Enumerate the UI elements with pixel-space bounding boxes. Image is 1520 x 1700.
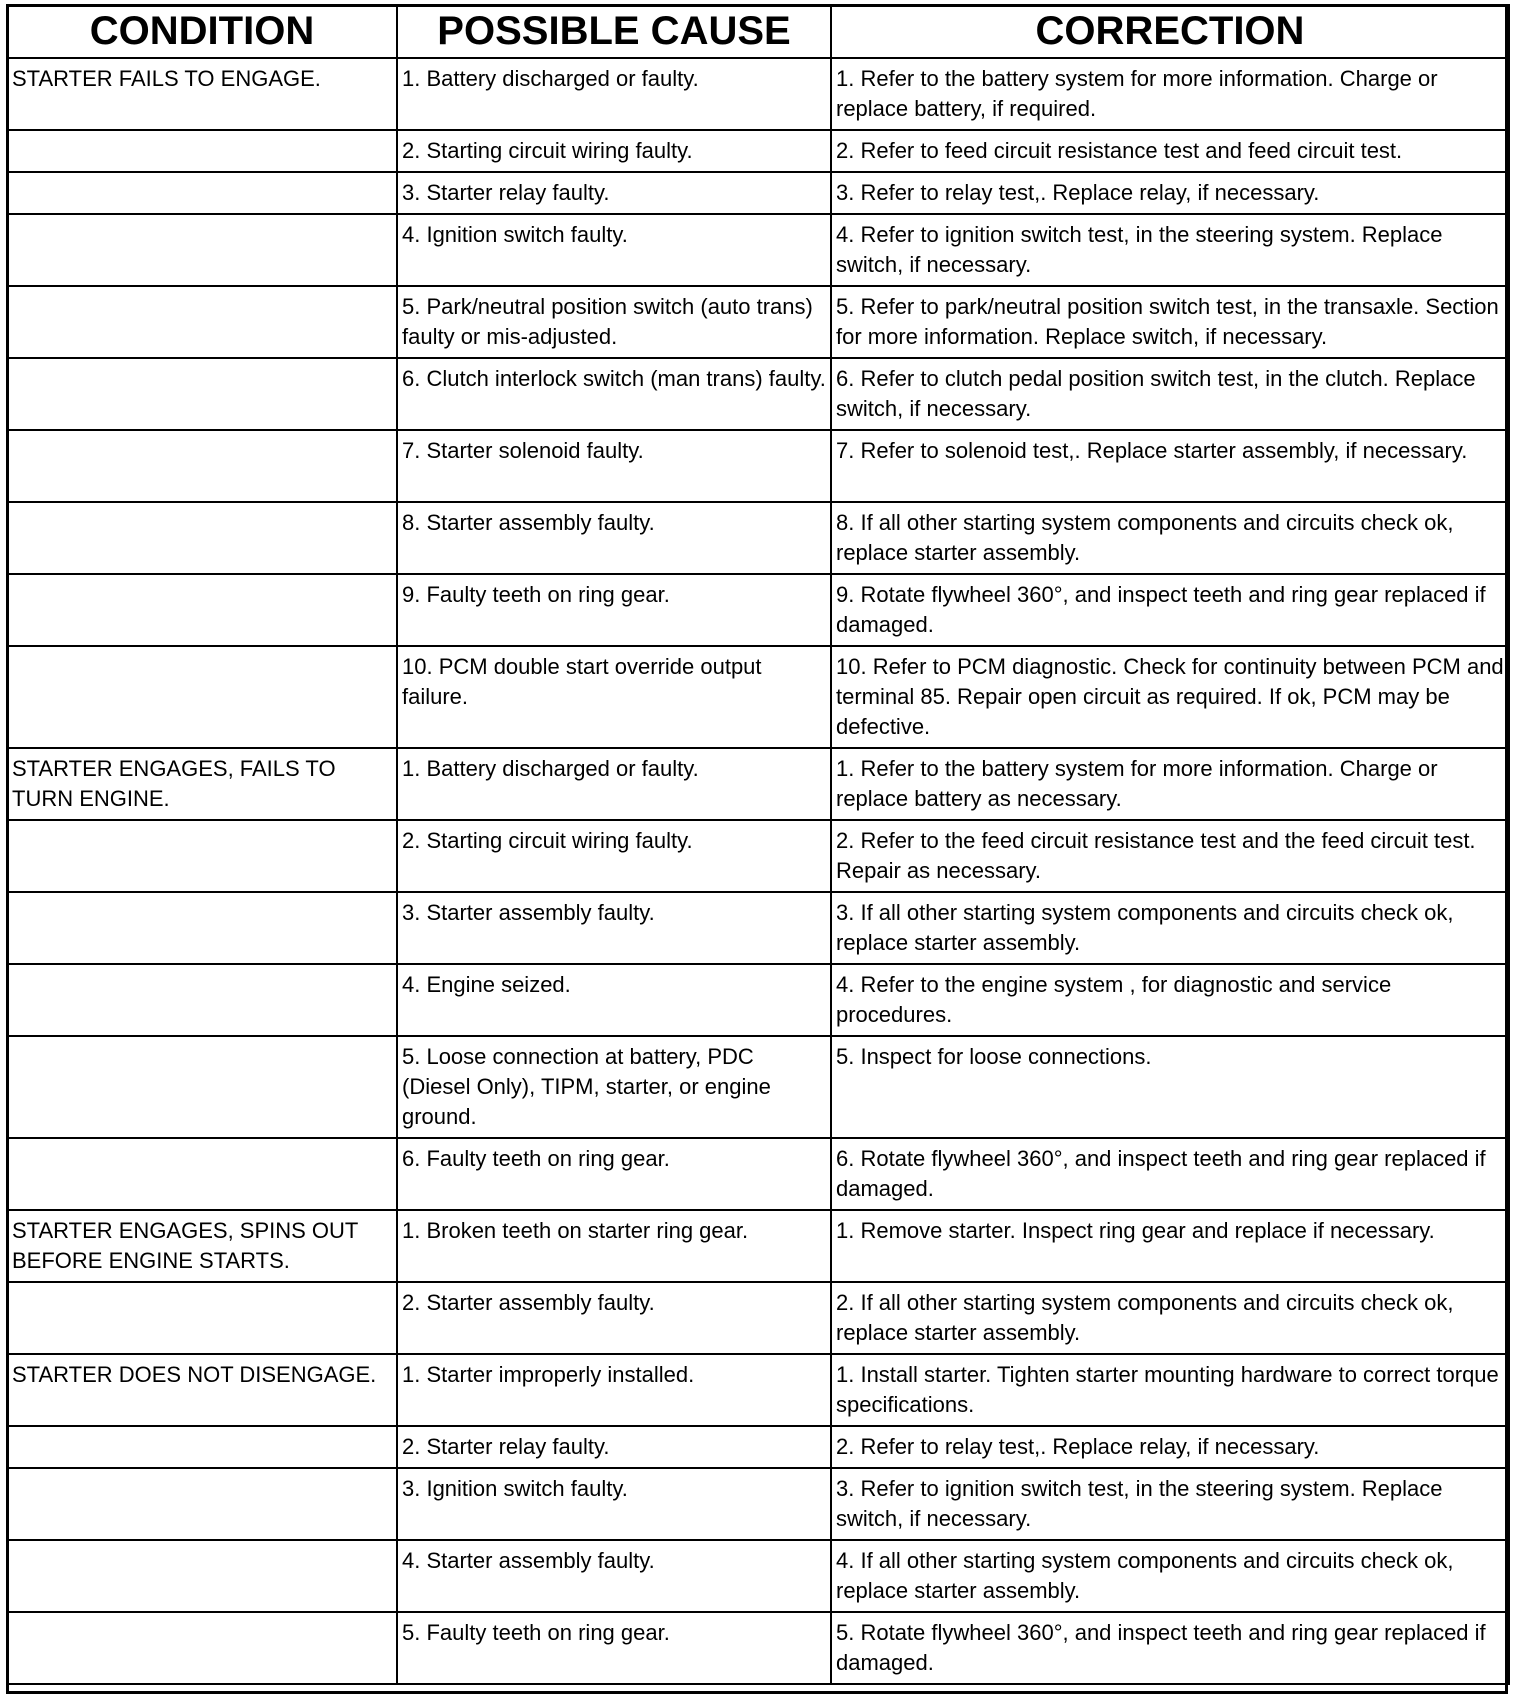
condition-cell xyxy=(7,1468,397,1540)
correction-cell: 1. Refer to the battery system for more information. Charge or replace battery, if required. xyxy=(831,58,1509,130)
table-row xyxy=(7,286,1509,358)
table-row xyxy=(7,1540,1509,1612)
correction-cell: 7. Refer to solenoid test,. Replace starter assembly, if necessary. xyxy=(831,430,1509,502)
cause-cell: 5. Faulty teeth on ring gear. xyxy=(397,1612,831,1684)
correction-cell: 2. Refer to relay test,. Replace relay, if necessary. xyxy=(831,1426,1509,1468)
table-row xyxy=(7,748,1509,820)
correction-cell: 8. If all other starting system components and circuits check ok, replace starter assembly. xyxy=(831,502,1509,574)
condition-cell xyxy=(7,502,397,574)
header-correction: CORRECTION xyxy=(831,5,1509,58)
cause-cell: 8. Starter assembly faulty. xyxy=(397,502,831,574)
condition-cell xyxy=(7,820,397,892)
table-row xyxy=(7,820,1509,892)
table-row xyxy=(7,1138,1509,1210)
correction-cell: 3. Refer to ignition switch test, in the steering system. Replace switch, if necessary. xyxy=(831,1468,1509,1540)
condition-cell xyxy=(7,214,397,286)
cause-cell: 9. Faulty teeth on ring gear. xyxy=(397,574,831,646)
cause-cell: 6. Faulty teeth on ring gear. xyxy=(397,1138,831,1210)
table-row xyxy=(7,1282,1509,1354)
cause-cell: 6. Clutch interlock switch (man trans) faulty. xyxy=(397,358,831,430)
table-row xyxy=(7,1612,1509,1684)
condition-cell xyxy=(7,892,397,964)
condition-cell xyxy=(7,1138,397,1210)
correction-cell: 3. If all other starting system components and circuits check ok, replace starter assembly. xyxy=(831,892,1509,964)
table-row xyxy=(7,1210,1509,1282)
header-row xyxy=(7,5,1509,58)
correction-cell: 4. If all other starting system components and circuits check ok, replace starter assembly. xyxy=(831,1540,1509,1612)
correction-cell: 4. Refer to ignition switch test, in the steering system. Replace switch, if necessary. xyxy=(831,214,1509,286)
correction-cell: 6. Refer to clutch pedal position switch test, in the clutch. Replace switch, if necessary. xyxy=(831,358,1509,430)
condition-cell xyxy=(7,286,397,358)
cause-cell: 2. Starting circuit wiring faulty. xyxy=(397,820,831,892)
cause-cell: 3. Starter relay faulty. xyxy=(397,172,831,214)
correction-cell: 4. Refer to the engine system , for diagnostic and service procedures. xyxy=(831,964,1509,1036)
condition-cell: STARTER DOES NOT DISENGAGE. xyxy=(7,1354,397,1426)
condition-cell xyxy=(7,130,397,172)
cause-cell: 3. Ignition switch faulty. xyxy=(397,1468,831,1540)
condition-cell xyxy=(7,964,397,1036)
condition-cell xyxy=(7,1426,397,1468)
condition-cell xyxy=(7,1282,397,1354)
correction-cell: 3. Refer to relay test,. Replace relay, if necessary. xyxy=(831,172,1509,214)
cause-cell: 4. Starter assembly faulty. xyxy=(397,1540,831,1612)
table-row xyxy=(7,892,1509,964)
table-row xyxy=(7,502,1509,574)
condition-cell xyxy=(7,574,397,646)
table-row xyxy=(7,574,1509,646)
cause-cell: 2. Starter relay faulty. xyxy=(397,1426,831,1468)
diagnosis-table xyxy=(6,4,1510,1685)
cause-cell: 1. Battery discharged or faulty. xyxy=(397,58,831,130)
correction-cell: 9. Rotate flywheel 360°, and inspect teeth and ring gear replaced if damaged. xyxy=(831,574,1509,646)
table-row xyxy=(7,214,1509,286)
condition-cell: STARTER FAILS TO ENGAGE. xyxy=(7,58,397,130)
table-row xyxy=(7,1426,1509,1468)
cause-cell: 4. Engine seized. xyxy=(397,964,831,1036)
condition-cell xyxy=(7,358,397,430)
table-row xyxy=(7,430,1509,502)
correction-cell: 2. Refer to feed circuit resistance test and feed circuit test. xyxy=(831,130,1509,172)
correction-cell: 5. Inspect for loose connections. xyxy=(831,1036,1509,1138)
header-possible-cause: POSSIBLE CAUSE xyxy=(397,5,831,58)
correction-cell: 1. Refer to the battery system for more information. Charge or replace battery as necessary. xyxy=(831,748,1509,820)
cause-cell: 1. Broken teeth on starter ring gear. xyxy=(397,1210,831,1282)
table-row xyxy=(7,130,1509,172)
table-row xyxy=(7,964,1509,1036)
table-row xyxy=(7,58,1509,130)
condition-cell xyxy=(7,646,397,748)
correction-cell: 10. Refer to PCM diagnostic. Check for continuity between PCM and terminal 85. Repair open circuit as required. If ok, PCM may be defective. xyxy=(831,646,1509,748)
cause-cell: 5. Loose connection at battery, PDC (Diesel Only), TIPM, starter, or engine ground. xyxy=(397,1036,831,1138)
cause-cell: 7. Starter solenoid faulty. xyxy=(397,430,831,502)
correction-cell: 5. Refer to park/neutral position switch test, in the transaxle. Section for more information. Replace switch, if necessary. xyxy=(831,286,1509,358)
cause-cell: 2. Starting circuit wiring faulty. xyxy=(397,130,831,172)
cause-cell: 1. Battery discharged or faulty. xyxy=(397,748,831,820)
correction-cell: 1. Remove starter. Inspect ring gear and replace if necessary. xyxy=(831,1210,1509,1282)
diagnosis-table-container xyxy=(6,4,1508,1685)
cause-cell: 3. Starter assembly faulty. xyxy=(397,892,831,964)
cause-cell: 1. Starter improperly installed. xyxy=(397,1354,831,1426)
condition-cell: STARTER ENGAGES, SPINS OUT BEFORE ENGINE STARTS. xyxy=(7,1210,397,1282)
correction-cell: 6. Rotate flywheel 360°, and inspect teeth and ring gear replaced if damaged. xyxy=(831,1138,1509,1210)
condition-cell xyxy=(7,430,397,502)
correction-cell: 2. If all other starting system components and circuits check ok, replace starter assembly. xyxy=(831,1282,1509,1354)
header-condition: CONDITION xyxy=(7,5,397,58)
cause-cell: 10. PCM double start override output failure. xyxy=(397,646,831,748)
cause-cell: 4. Ignition switch faulty. xyxy=(397,214,831,286)
cause-cell: 5. Park/neutral position switch (auto trans) faulty or mis-adjusted. xyxy=(397,286,831,358)
condition-cell xyxy=(7,1540,397,1612)
table-row xyxy=(7,1354,1509,1426)
condition-cell xyxy=(7,1612,397,1684)
table-row xyxy=(7,646,1509,748)
correction-cell: 2. Refer to the feed circuit resistance test and the feed circuit test. Repair as necessary. xyxy=(831,820,1509,892)
table-row xyxy=(7,1468,1509,1540)
condition-cell: STARTER ENGAGES, FAILS TO TURN ENGINE. xyxy=(7,748,397,820)
table-row xyxy=(7,358,1509,430)
correction-cell: 5. Rotate flywheel 360°, and inspect teeth and ring gear replaced if damaged. xyxy=(831,1612,1509,1684)
table-row xyxy=(7,1036,1509,1138)
condition-cell xyxy=(7,1036,397,1138)
correction-cell: 1. Install starter. Tighten starter mounting hardware to correct torque specifications. xyxy=(831,1354,1509,1426)
cause-cell: 2. Starter assembly faulty. xyxy=(397,1282,831,1354)
condition-cell xyxy=(7,172,397,214)
table-row xyxy=(7,172,1509,214)
